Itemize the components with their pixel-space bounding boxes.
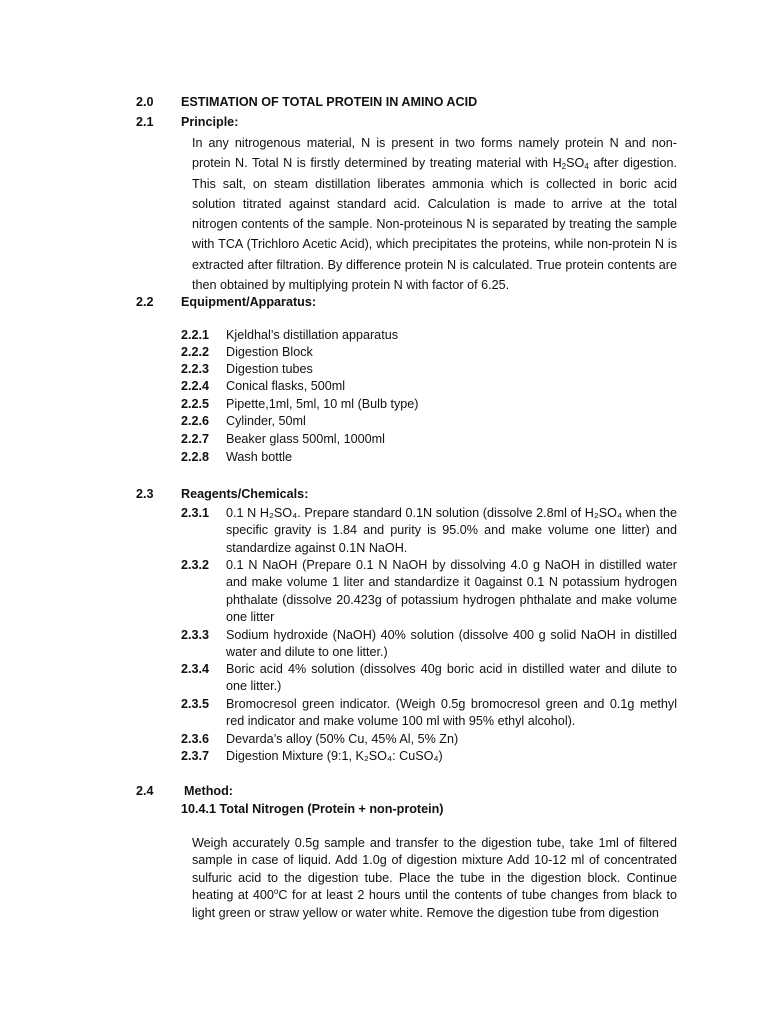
list-item-number: 2.3.7 xyxy=(181,749,210,763)
section-title: ESTIMATION OF TOTAL PROTEIN IN AMINO ACID xyxy=(181,95,478,109)
list-item: Digestion tubes xyxy=(226,362,313,376)
subsection-title: 10.4.1 Total Nitrogen (Protein + non-protein) xyxy=(181,802,444,816)
list-item: Digestion Mixture (9:1, K₂SO₄: CuSO₄) xyxy=(226,749,443,763)
principle-paragraph: In any nitrogenous material, N is present in two forms namely protein N and non-protein N. Total N is firstly determined by treating material with $H_2SO_4$ after digestion. This salt, on steam distillation liberates ammonia which is collected in boric acid solution titrated against standard acid. Calculation is made to arrive at the total nitrogen contents of the sample. Non-proteinous N is separated by treating the sample with TCA (Trichloro Acetic Acid), which precipitates the proteins, while non-protein N is extracted after filtration. By difference protein N is calculated. True protein contents are then obtained by multiplying protein N with factor of 6.25. xyxy=(192,136,677,293)
section-title: Method: xyxy=(184,784,233,798)
section-title: Reagents/Chemicals: xyxy=(181,487,309,501)
list-item-number: 2.2.6 xyxy=(181,414,210,428)
section-number: 2.1 xyxy=(136,115,154,129)
section-title: Principle: xyxy=(181,115,239,129)
list-item-number: 2.2.3 xyxy=(181,362,210,376)
list-item-number: 2.2.2 xyxy=(181,345,210,359)
section-number: 2.4 xyxy=(136,784,154,798)
list-item: 0.1 N NaOH (Prepare 0.1 N NaOH by dissolving 4.0 g NaOH in distilled water and make volume 1 liter and standardize it 0against 0.1 N potassium hydrogen phthalate (dissolve 20.423g of potassium hydrogen phthalate and make volume one litter xyxy=(226,558,677,625)
list-item-number: 2.3.2 xyxy=(181,558,210,572)
list-item: Kjeldhal’s distillation apparatus xyxy=(226,328,398,342)
section-number: 2.3 xyxy=(136,487,154,501)
method-paragraph: Weigh accurately 0.5g sample and transfer to the digestion tube, take 1ml of filtered sample in case of liquid. Add 1.0g of digestion mixture Add 10-12 ml of concentrated sulfuric acid to the digestion tube. Place the tube in the digestion block. Continue heating at 400$^o$C for at least 2 hours until the contents of tube changes from black to light green or straw yellow or water white. Remove the digestion tube from digestion xyxy=(192,836,677,920)
list-item: Digestion Block xyxy=(226,345,313,359)
list-item-number: 2.3.1 xyxy=(181,506,210,520)
list-item: Pipette,1ml, 5ml, 10 ml (Bulb type) xyxy=(226,397,419,411)
section-title: Equipment/Apparatus: xyxy=(181,295,317,309)
list-item-number: 2.2.7 xyxy=(181,432,210,446)
list-item-number: 2.3.4 xyxy=(181,662,210,676)
list-item-number: 2.2.5 xyxy=(181,397,210,411)
list-item: Sodium hydroxide (NaOH) 40% solution (dissolve 400 g solid NaOH in distilled water and dilute to one litter.) xyxy=(226,628,677,660)
list-item-number: 2.3.3 xyxy=(181,628,210,642)
list-item: Conical flasks, 500ml xyxy=(226,379,345,393)
list-item-number: 2.2.1 xyxy=(181,328,210,342)
list-item-number: 2.3.5 xyxy=(181,697,210,711)
list-item: Beaker glass 500ml, 1000ml xyxy=(226,432,385,446)
list-item-number: 2.2.8 xyxy=(181,450,210,464)
list-item: Cylinder, 50ml xyxy=(226,414,306,428)
list-item: Wash bottle xyxy=(226,450,293,464)
list-item: Boric acid 4% solution (dissolves 40g boric acid in distilled water and dilute to one litter.) xyxy=(226,662,677,694)
list-item-number: 2.3.6 xyxy=(181,732,210,746)
section-number: 2.2 xyxy=(136,295,154,309)
list-item: 0.1 N H₂SO₄. Prepare standard 0.1N solution (dissolve 2.8ml of H₂SO₄ when the specific gravity is 1.84 and purity is 95.0% and make volume one litter) and standardize against 0.1N NaOH. xyxy=(226,506,677,555)
section-number: 2.0 xyxy=(136,95,154,109)
list-item: Devarda’s alloy (50% Cu, 45% Al, 5% Zn) xyxy=(226,732,459,746)
list-item: Bromocresol green indicator. (Weigh 0.5g bromocresol green and 0.1g methyl red indicator and make volume 100 ml with 95% ethyl alcohol). xyxy=(226,697,677,729)
list-item-number: 2.2.4 xyxy=(181,379,210,393)
